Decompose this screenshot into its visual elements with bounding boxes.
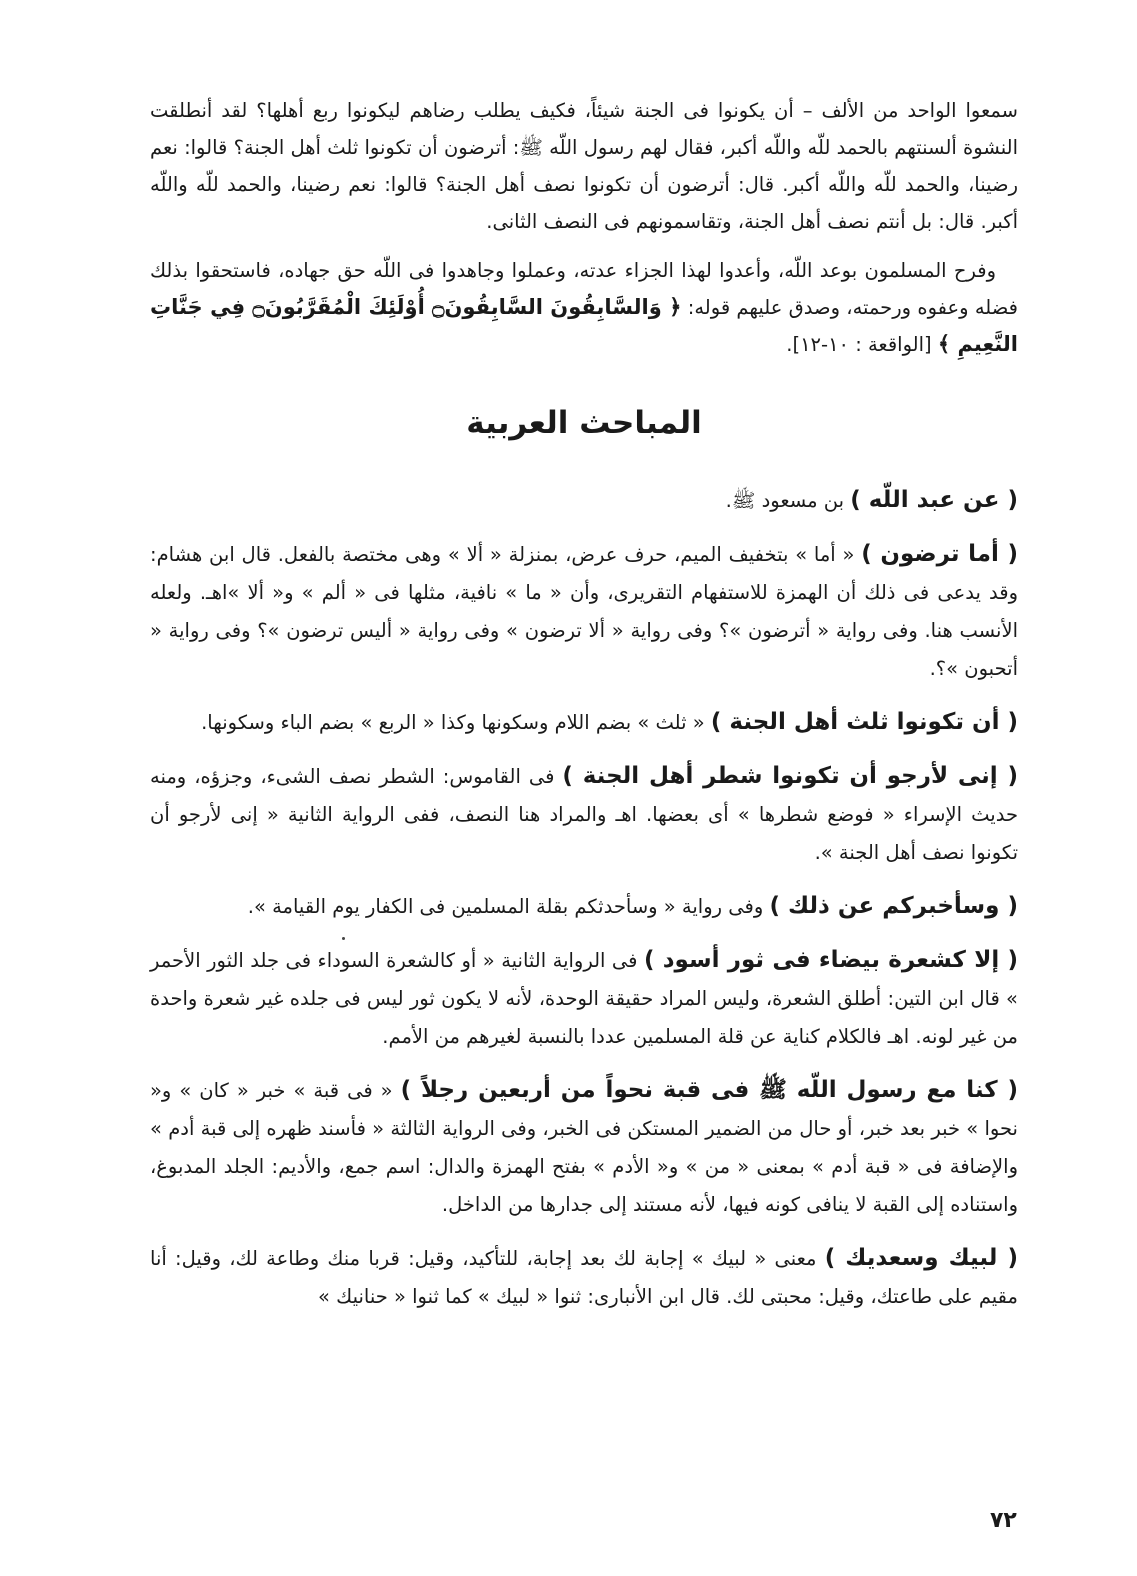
entry-text: « فى قبة » خبر « كان » و« نحوا » خبر بعد خبر، أو حال من الضمير المستكن فى الخبر، وفى الرواية الثالثة « فأسند ظهره إلى قبة أدم » والإضافة فى « قبة أدم » بمعنى « من » و« الأدم » بفتح الهمزة والدال: اسم جمع، والأديم: الجلد المدبوغ، واستناده إلى القبة لا ينافى كونه فيها، لأنه مستند إلى جدارها من الداخل. <box>150 1079 1018 1216</box>
entry-4 <box>150 887 1018 926</box>
entry-term: ( إلا كشعرة بيضاء فى ثور أسود ) <box>643 947 1018 973</box>
entry-text: وفى رواية « وسأحدثكم بقلة المسلمين فى الكفار يوم القيامة ». <box>247 895 770 918</box>
entry-text: « أما » بتخفيف الميم، حرف عرض، بمنزلة « ألا » وهى مختصة بالفعل. قال ابن هشام: وقد يدعى فى ذلك أن الهمزة للاستفهام التقريرى، وأن « ما » نافية، مثلها فى « ألم » و« ألا »اهـ. ولعله الأنسب هنا. وفى رواية « أترضون »؟ وفى رواية « ألا ترضون » وفى رواية « أليس ترضون »؟ وفى رواية « أتحبون »؟. <box>150 543 1018 680</box>
entry-text: فى القاموس: الشطر نصف الشىء، وجزؤه، ومنه حديث الإسراء « فوضع شطرها » أى بعضها. اهـ والمراد هنا النصف، ففى الرواية الثانية « إنى لأرجو أن تكونوا نصف أهل الجنة ». <box>150 765 1018 864</box>
section-title: المباحث العربية <box>466 405 702 441</box>
entry-term: ( كنا مع رسول اللّه ﷺ فى قبة نحواً من أربعين رجلاً ) <box>400 1077 1018 1103</box>
entry-1 <box>150 535 1018 688</box>
verse-reference: [الواقعة : ١٠-١٢]. <box>786 333 932 356</box>
page-number: ٧٢ <box>990 1508 1017 1533</box>
intro-paragraph-1: سمعوا الواحد من الألف – أن يكونوا فى الجنة شيئاً، فكيف يطلب رضاهم ليكونوا ربع أهلها؟ لقد أنطلقت النشوة ألسنتهم بالحمد للّه واللّه أكبر، فقال لهم رسول اللّه ﷺ: أترضون أن تكونوا ثلث أهل الجنة؟ قالوا: نعم رضينا، والحمد للّه واللّه أكبر. قال: أترضون أن تكونوا نصف أهل الجنة؟ قالوا: نعم رضينا، والحمد للّه واللّه أكبر. قال: بل أنتم نصف أهل الجنة، وتقاسمونهم فى النصف الثانى. <box>150 99 1018 233</box>
entry-term: ( أن تكونوا ثلث أهل الجنة ) <box>710 709 1018 735</box>
page-body <box>150 92 1018 1331</box>
entry-0 <box>150 481 1018 520</box>
quran-verse: ﴿ وَالسَّابِقُونَ السَّابِقُونَ۝ أُوْلَئِكَ الْمُقَرَّبُونَ۝ فِي جَنَّاتِ النَّعِيمِ ﴾ <box>150 295 1018 356</box>
entry-5 <box>150 941 1018 1056</box>
entry-term: ( عن عبد اللّه ) <box>850 487 1018 513</box>
entry-term: ( إنى لأرجو أن تكونوا شطر أهل الجنة ) <box>562 763 1018 789</box>
entry-text: معنى « لبيك » إجابة لك بعد إجابة، للتأكيد، وقيل: قربا منك وطاعة لك، وقيل: أنا مقيم على طاعتك، وقيل: محبتى لك. قال ابن الأنبارى: ثنوا « لبيك » كما ثنوا « حنانيك » <box>150 1247 1018 1308</box>
entry-term: ( وسأخبركم عن ذلك ) <box>769 893 1018 919</box>
entry-3 <box>150 757 1018 872</box>
intro-paragraph-2-text: وفرح المسلمون بوعد اللّه، وأعدوا لهذا الجزاء عدته، وعملوا وجاهدوا فى اللّه حق جهاده، فاستحقوا بذلك فضله وعفوه ورحمته، وصدق عليهم قوله: <box>150 259 1018 319</box>
entry-term: ( لبيك وسعديك ) <box>824 1245 1018 1271</box>
intro-paragraph-2 <box>150 252 1018 363</box>
entry-text: بن مسعود ﷺ. <box>725 489 851 512</box>
entry-7 <box>150 1239 1018 1316</box>
stray-dot <box>342 937 345 940</box>
entry-6 <box>150 1071 1018 1224</box>
entry-term: ( أما ترضون ) <box>861 541 1018 567</box>
entry-2 <box>150 703 1018 742</box>
entry-text: فى الرواية الثانية « أو كالشعرة السوداء فى جلد الثور الأحمر » قال ابن التين: أطلق الشعرة، وليس المراد حقيقة الوحدة، لأنه لا يكون ثور ليس فى جلده غير شعرة واحدة من غير لونه. اهـ فالكلام كناية عن قلة المسلمين عددا بالنسبة لغيرهم من الأمم. <box>150 949 1018 1048</box>
entry-text: « ثلث » بضم اللام وسكونها وكذا « الربع » بضم الباء وسكونها. <box>201 711 711 734</box>
